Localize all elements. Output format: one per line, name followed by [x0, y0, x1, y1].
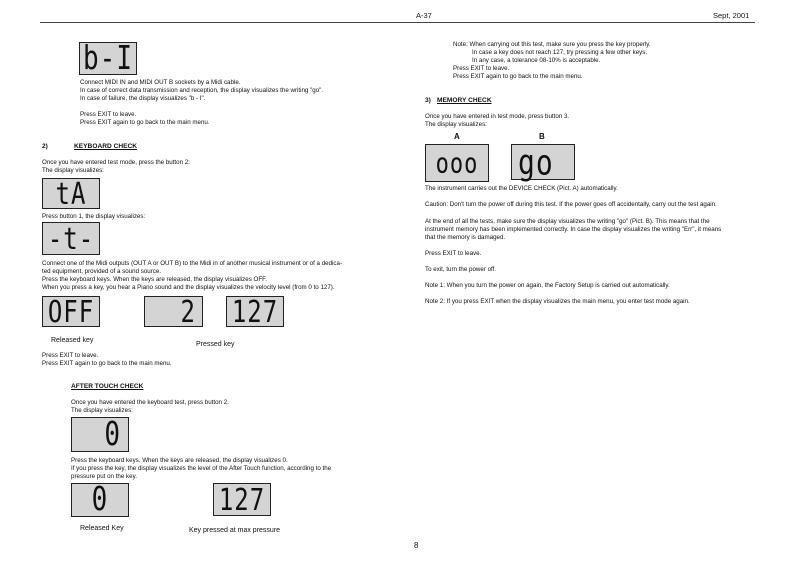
midi-line-1: Connect MIDI IN and MIDI OUT B sockets by a Midi cable.: [80, 79, 241, 86]
lcd-keyboard-t: -t-: [42, 222, 100, 255]
note-line-2: In case a key does not reach 127, try pressing a few other keys.: [472, 49, 648, 56]
lcd-aftertouch-released: 0: [71, 483, 129, 517]
lcd-memory-go: go: [511, 144, 575, 180]
header-date: Sept, 2001: [713, 11, 750, 20]
memory-intro-2: The display visualizes:: [425, 121, 487, 128]
memory-p1: The instrument carries out the DEVICE CHECK (Pict. A) automatically.: [425, 185, 618, 192]
note-line-1: Note: When carrying out this test, make sure you press the key properly.: [453, 41, 651, 48]
lcd-midi-display: b-I: [79, 42, 137, 75]
memory-p2: Caution: Don't turn the power off during this test. If the power goes off accidentally, carry out the test again.: [425, 201, 717, 208]
memory-section-number: 3): [425, 97, 431, 104]
aftertouch-body-1: Press the keyboard keys. When the keys are released, the display visualizes 0.: [71, 457, 288, 464]
keyboard-exit-2: Press EXIT again to go back to the main menu.: [42, 360, 172, 367]
keyboard-intro-1: Once you have entered test mode, press the button 2:: [42, 159, 190, 166]
memory-p3-1: At the end of all the tests, make sure the display visualizes the writing "go" (Pict. B). This means that the: [425, 218, 710, 225]
aftertouch-body-2: If you press the key, the display visualizes the level of the After Touch function, according to the: [71, 465, 332, 472]
keyboard-section-number: 2): [42, 143, 48, 150]
keyboard-section-title: KEYBOARD CHECK: [74, 143, 138, 150]
lcd-keyboard-ta: tA: [42, 178, 100, 209]
label-released-key: Released key: [51, 337, 94, 344]
keyboard-body-3: Press the keyboard keys. When the keys are released, the display visualizes OFF.: [42, 276, 267, 283]
label-aftertouch-pressed: Key pressed at max pressure: [189, 527, 281, 534]
lcd-aftertouch-pressed: 127: [213, 483, 271, 516]
memory-p5: To exit, turn the power off.: [425, 266, 497, 273]
midi-exit-2: Press EXIT again to go back to the main menu.: [80, 119, 210, 126]
note-line-5: Press EXIT again to go back to the main menu.: [453, 73, 583, 80]
note-line-3: In any case, a tolerance 08-10% is acceptable.: [472, 57, 601, 64]
label-aftertouch-released: Released Key: [80, 525, 124, 532]
keyboard-body-2: ted equipment, provided of a sound source.: [42, 268, 162, 275]
keyboard-press1: Press button 1, the display visualizes:: [42, 213, 146, 220]
midi-exit-1: Press EXIT to leave.: [80, 111, 137, 118]
keyboard-body-1: Connect one of the Midi outputs (OUT A or OUT B) to the Midi in of another musical instrument or of a dedica-: [42, 260, 343, 267]
aftertouch-intro-2: The display visualizes:: [71, 407, 133, 414]
aftertouch-intro-1: Once you have entered the keyboard test, press button 2.: [71, 399, 229, 406]
label-pict-a: A: [454, 132, 460, 141]
label-pict-b: B: [539, 132, 545, 141]
memory-section-title: MEMORY CHECK: [437, 97, 492, 104]
keyboard-exit-1: Press EXIT to leave.: [42, 352, 99, 359]
page-code: A-37: [416, 11, 432, 20]
lcd-keyboard-velocity-2: 2: [144, 296, 203, 327]
keyboard-intro-2: The display visualizes:: [42, 167, 104, 174]
lcd-keyboard-off: OFF: [42, 296, 100, 327]
keyboard-body-4: When you press a key, you hear a Piano sound and the display visualizes the velocity level (from 0 to 127).: [42, 284, 335, 291]
midi-line-3: In case of failure, the display visualizes "b - I".: [80, 95, 206, 102]
lcd-memory-device-check: ooo: [425, 144, 489, 182]
memory-p7: Note 2: If you press EXIT when the display visualizes the main menu, you enter test mode again.: [425, 298, 690, 305]
memory-p3-3: that the memory is damaged.: [425, 234, 506, 241]
note-line-4: Press EXIT to leave.: [453, 65, 510, 72]
memory-intro-1: Once you have entered in test mode, press button 3.: [425, 113, 570, 120]
memory-p4: Press EXIT to leave.: [425, 250, 482, 257]
lcd-keyboard-velocity-127: 127: [226, 296, 284, 327]
label-pressed-key: Pressed key: [196, 341, 235, 348]
page-number: 8: [414, 541, 419, 550]
memory-p3-2: instrument memory has been implemented correctly. In case the display visualizes the writing "Err", it means: [425, 226, 722, 233]
lcd-aftertouch-zero: 0: [71, 417, 129, 452]
header-rule: [40, 22, 755, 23]
aftertouch-section-title: AFTER TOUCH CHECK: [71, 383, 144, 390]
aftertouch-body-3: pressure put on the key.: [71, 473, 137, 480]
midi-line-2: In case of correct data transmission and reception, the display visualizes the writing "go".: [80, 87, 324, 94]
memory-p6: Note 1: When you turn the power on again, the Factory Setup is carried out automatically.: [425, 282, 670, 289]
